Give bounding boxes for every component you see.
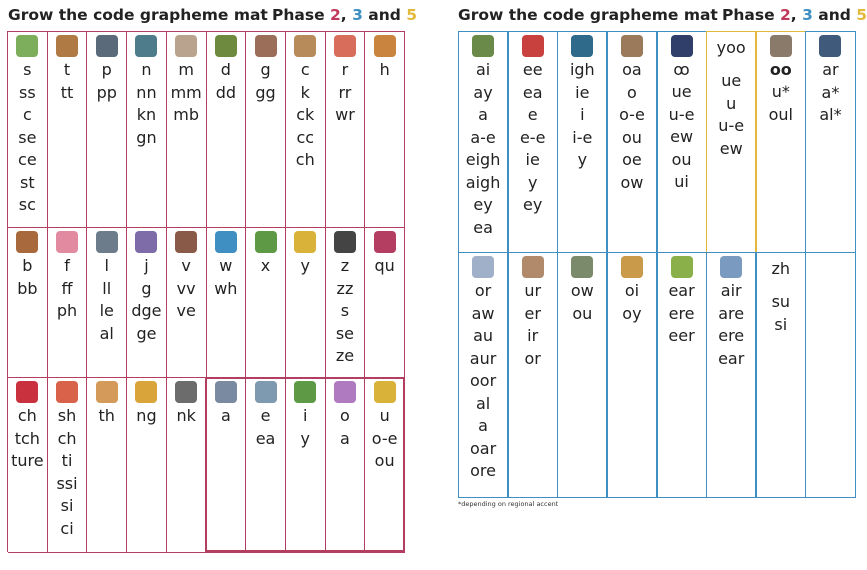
grapheme: ar <box>822 60 839 79</box>
grapheme: a* <box>821 82 840 102</box>
grapheme-cell <box>207 228 247 378</box>
coins-icon <box>621 256 643 278</box>
grapheme: rr <box>338 82 352 102</box>
grapheme: ou <box>671 149 692 169</box>
grapheme-cell <box>127 228 167 378</box>
right-phase-label <box>722 6 867 24</box>
grapheme-heading: oo <box>769 60 792 79</box>
grapheme-cell <box>48 378 88 553</box>
grapheme: c <box>22 105 32 124</box>
phase-3: 3 <box>802 6 813 24</box>
grapheme: ff <box>61 278 73 298</box>
grapheme: ere <box>718 326 745 345</box>
thumb-icon <box>96 381 118 403</box>
grapheme-cell <box>706 31 756 253</box>
grapheme: or <box>474 281 492 300</box>
grapheme: u <box>379 406 390 425</box>
grapheme: y <box>527 172 538 192</box>
grapheme: ew <box>670 127 694 146</box>
grapheme: ss <box>19 82 36 102</box>
grapheme-cell <box>326 378 366 553</box>
grapheme: eer <box>668 326 695 345</box>
grapheme: ee <box>522 60 543 79</box>
grapheme: qu <box>374 256 395 275</box>
left-phase-label <box>272 6 417 24</box>
grapheme-cell <box>286 32 326 228</box>
grapheme-cell <box>207 378 247 553</box>
grapheme: ck <box>296 105 315 124</box>
grapheme: air <box>720 281 742 300</box>
unicorn-icon <box>472 256 494 278</box>
grapheme-cell <box>458 31 508 253</box>
tiger-icon <box>56 35 78 57</box>
grapheme: a <box>478 416 488 435</box>
grapheme: eigh <box>465 150 501 169</box>
grapheme: o-e <box>619 105 645 124</box>
grapheme: m <box>178 60 194 79</box>
grapheme: wr <box>335 105 355 124</box>
grapheme: le <box>99 301 114 320</box>
grapheme: l <box>104 256 109 275</box>
grapheme: r <box>341 60 349 79</box>
grapheme: are <box>718 303 745 323</box>
grapheme: ow <box>570 281 594 300</box>
grapheme: ere <box>668 303 695 323</box>
hook-icon <box>770 35 792 57</box>
zebra-icon <box>334 231 356 253</box>
grapheme: ci <box>60 518 74 538</box>
right-title: Grow the code grapheme mat <box>458 6 718 24</box>
grapheme: a <box>220 406 231 425</box>
grapheme: oor <box>469 371 497 390</box>
grapheme: zz <box>336 278 354 298</box>
grapheme-cell <box>508 252 558 498</box>
lighthouse-icon <box>571 35 593 57</box>
grapheme-cell <box>557 252 607 498</box>
flamingo-icon <box>56 231 78 253</box>
grapheme: ll <box>102 278 112 298</box>
wave-icon <box>215 231 237 253</box>
grapheme-cell <box>365 378 405 553</box>
elephant-icon <box>255 381 277 403</box>
duck-icon <box>215 35 237 57</box>
grapheme-cell <box>8 378 48 553</box>
grapheme-cell <box>607 31 657 253</box>
grapheme: or <box>524 348 541 368</box>
grapheme-cell <box>365 32 405 228</box>
grapheme: i <box>303 406 308 425</box>
grapheme: g <box>260 60 271 79</box>
grapheme: ow <box>620 172 644 192</box>
umbrella-icon <box>374 381 396 403</box>
goat-icon <box>255 35 277 57</box>
grapheme: dge <box>131 301 162 320</box>
grapheme: si <box>60 496 74 515</box>
grapheme: ou <box>572 303 593 323</box>
grapheme: a <box>340 428 350 448</box>
moon-icon <box>671 35 693 57</box>
grapheme: nn <box>136 82 157 102</box>
nurse-icon <box>522 256 544 278</box>
owl-icon <box>571 256 593 278</box>
ring-icon <box>135 381 157 403</box>
grapheme: ear <box>718 348 745 368</box>
grapheme: ear <box>668 281 695 300</box>
grapheme: mm <box>170 82 202 102</box>
grapheme: se <box>18 127 37 147</box>
grapheme: ew <box>719 138 743 158</box>
truck-icon <box>522 35 544 57</box>
knight-icon <box>175 381 197 403</box>
grapheme-cell <box>246 32 286 228</box>
grapheme-heading: yoo <box>716 38 746 57</box>
grapheme: vv <box>176 278 196 298</box>
snake-icon <box>16 35 38 57</box>
grapheme-cell <box>286 228 326 378</box>
shell-icon <box>56 381 78 403</box>
grapheme: u-e <box>718 116 745 135</box>
rainbow-icon <box>334 35 356 57</box>
grapheme: st <box>20 172 35 192</box>
grapheme: kn <box>136 105 157 124</box>
jack-icon <box>135 231 157 253</box>
camel-icon <box>294 35 316 57</box>
grapheme: j <box>144 256 149 275</box>
grapheme: ue <box>671 82 692 101</box>
grapheme: ce <box>18 150 37 169</box>
grapheme-cell <box>8 32 48 228</box>
grapheme: o <box>627 82 637 102</box>
grapheme: y <box>577 150 588 169</box>
grapheme-cell <box>207 32 247 228</box>
grapheme: e-e <box>519 127 546 147</box>
grapheme: h <box>379 60 390 79</box>
grapheme: ch <box>17 406 37 425</box>
grapheme: ai <box>475 60 491 79</box>
helicopter-icon <box>374 35 396 57</box>
left-title: Grow the code grapheme mat <box>8 6 268 24</box>
grapheme-cell <box>246 228 286 378</box>
phase-2: 2 <box>330 6 341 24</box>
phase-and: and <box>812 6 857 24</box>
grapheme: ore <box>470 461 496 480</box>
left-grapheme-grid <box>7 31 405 552</box>
grapheme: dd <box>215 82 236 102</box>
grapheme: wh <box>214 278 238 298</box>
grapheme: oar <box>469 438 497 458</box>
grapheme: i <box>580 105 585 124</box>
grapheme-cell <box>805 31 855 253</box>
grapheme: ssi <box>56 473 78 493</box>
grapheme-cell <box>87 32 127 228</box>
grapheme: ea <box>255 428 276 448</box>
grapheme: er <box>524 303 541 323</box>
grapheme: ch <box>295 150 315 169</box>
grapheme: bb <box>17 278 38 298</box>
grapheme: gg <box>255 82 276 102</box>
grapheme-cell <box>557 31 607 253</box>
grapheme: c <box>300 60 310 79</box>
grapheme: pp <box>96 82 117 102</box>
grapheme: o-e <box>371 428 398 448</box>
grapheme: s <box>340 301 350 320</box>
grapheme: ea <box>522 82 543 102</box>
grapheme: igh <box>569 60 595 79</box>
grapheme: se <box>335 323 355 343</box>
grapheme: aur <box>469 348 497 368</box>
grapheme: ur <box>524 281 542 300</box>
grapheme: si <box>774 314 788 334</box>
grapheme-cell <box>508 31 558 253</box>
grapheme: ze <box>335 346 355 365</box>
yoyo-icon <box>294 231 316 253</box>
astronaut-icon <box>215 381 237 403</box>
grapheme-cell <box>706 252 756 498</box>
grapheme: oy <box>622 303 642 323</box>
grapheme: th <box>98 406 115 425</box>
grapheme-cell <box>127 32 167 228</box>
phase-3: 3 <box>352 6 363 24</box>
grapheme: x <box>260 256 271 275</box>
phase-sep: , <box>340 6 353 24</box>
grapheme: sh <box>57 406 77 425</box>
grapheme: ou <box>374 451 395 470</box>
grapheme: tch <box>14 428 40 448</box>
grapheme: al <box>475 393 491 413</box>
grapheme: sc <box>18 195 36 214</box>
grapheme: ti <box>61 451 73 470</box>
phase-2: 2 <box>780 6 791 24</box>
boat-icon <box>621 35 643 57</box>
grapheme: ea <box>473 217 493 237</box>
grapheme-cell <box>167 228 207 378</box>
grapheme-cell <box>167 378 207 553</box>
phase-prefix: Phase <box>722 6 780 24</box>
grapheme: ng <box>136 406 157 425</box>
grapheme: oul <box>768 104 793 124</box>
grapheme-cell <box>458 252 508 498</box>
grapheme: y <box>300 256 310 275</box>
grapheme: u* <box>771 82 790 101</box>
grapheme-cell <box>87 378 127 553</box>
grapheme: ph <box>56 301 78 320</box>
grapheme-heading: ꝏ <box>673 60 690 79</box>
grapheme: gn <box>136 127 157 147</box>
grapheme: al* <box>819 105 842 124</box>
penguin-icon <box>96 35 118 57</box>
grapheme: au <box>473 326 494 345</box>
chair-icon <box>720 256 742 278</box>
phase-prefix: Phase <box>272 6 330 24</box>
grapheme: ture <box>11 451 44 470</box>
net-icon <box>135 35 157 57</box>
grapheme-cell <box>48 32 88 228</box>
volcano-icon <box>175 231 197 253</box>
grapheme: ge <box>136 323 157 343</box>
ear-icon <box>671 256 693 278</box>
grapheme: ue <box>721 71 742 90</box>
grapheme: n <box>141 60 152 79</box>
grapheme: e <box>527 105 538 124</box>
grapheme: p <box>101 60 112 79</box>
grapheme: a <box>478 105 488 124</box>
queen-icon <box>374 231 396 253</box>
grapheme: s <box>23 60 32 79</box>
grapheme: g <box>141 278 152 298</box>
footnote: *depending on regional accent <box>458 500 559 508</box>
grapheme-cell <box>657 252 707 498</box>
right-grapheme-grid <box>458 31 855 497</box>
grapheme: k <box>300 82 310 102</box>
grapheme: d <box>220 60 231 79</box>
grapheme: e <box>260 406 271 425</box>
grapheme: y <box>300 428 310 448</box>
grapheme: ir <box>527 326 539 345</box>
tree-icon <box>472 35 494 57</box>
grapheme: oi <box>624 281 640 300</box>
grapheme: ey <box>523 195 543 214</box>
grapheme: cc <box>296 127 315 147</box>
grapheme: o <box>340 406 350 425</box>
grapheme: aw <box>471 303 495 323</box>
box-x-icon <box>255 231 277 253</box>
phase-5: 5 <box>406 6 418 24</box>
grapheme-cell <box>127 378 167 553</box>
grapheme-cell <box>805 252 855 498</box>
grapheme: u <box>726 93 737 113</box>
grapheme: ch <box>57 428 77 448</box>
grapheme-cell <box>87 228 127 378</box>
grapheme: ou <box>621 127 642 147</box>
grapheme-cell <box>167 32 207 228</box>
lizard-icon <box>294 381 316 403</box>
grapheme: a-e <box>470 127 496 147</box>
grapheme: ie <box>525 150 540 169</box>
grapheme-cell <box>48 228 88 378</box>
beaver-icon <box>16 231 38 253</box>
grapheme-cell <box>326 228 366 378</box>
phase-5: 5 <box>856 6 867 24</box>
grapheme-cell <box>657 31 707 253</box>
grapheme-cell <box>365 228 405 378</box>
grapheme-cell <box>756 31 806 253</box>
grapheme: tt <box>60 82 74 102</box>
grapheme: nk <box>176 406 196 425</box>
cherry-icon <box>16 381 38 403</box>
grapheme: oa <box>622 60 642 79</box>
phase-sep: , <box>790 6 803 24</box>
grapheme: ve <box>176 301 196 320</box>
grapheme: ie <box>575 82 590 102</box>
grapheme: t <box>63 60 71 79</box>
grapheme-cell <box>246 378 286 553</box>
grapheme-cell <box>756 252 806 498</box>
grapheme: oe <box>622 150 642 169</box>
grapheme: z <box>340 256 350 275</box>
grapheme: i-e <box>572 127 593 147</box>
grapheme: mb <box>173 105 200 124</box>
grapheme: f <box>64 256 70 275</box>
grapheme: v <box>181 256 191 275</box>
phase-and: and <box>362 6 407 24</box>
grapheme: ay <box>473 82 493 102</box>
lollipop-icon <box>96 231 118 253</box>
grapheme-cell <box>8 228 48 378</box>
star-icon <box>819 35 841 57</box>
grapheme-cell <box>286 378 326 553</box>
octopus-icon <box>334 381 356 403</box>
grapheme-cell <box>326 32 366 228</box>
grapheme: w <box>219 256 233 275</box>
grapheme: aigh <box>465 172 501 192</box>
grapheme: ui <box>674 172 689 191</box>
grapheme: b <box>22 256 33 275</box>
grapheme: al <box>99 323 114 343</box>
grapheme: u-e <box>668 104 695 124</box>
mouse-icon <box>175 35 197 57</box>
grapheme: su <box>771 292 791 311</box>
grapheme-heading: zh <box>771 259 791 278</box>
grapheme-cell <box>607 252 657 498</box>
grapheme: ey <box>473 195 493 214</box>
